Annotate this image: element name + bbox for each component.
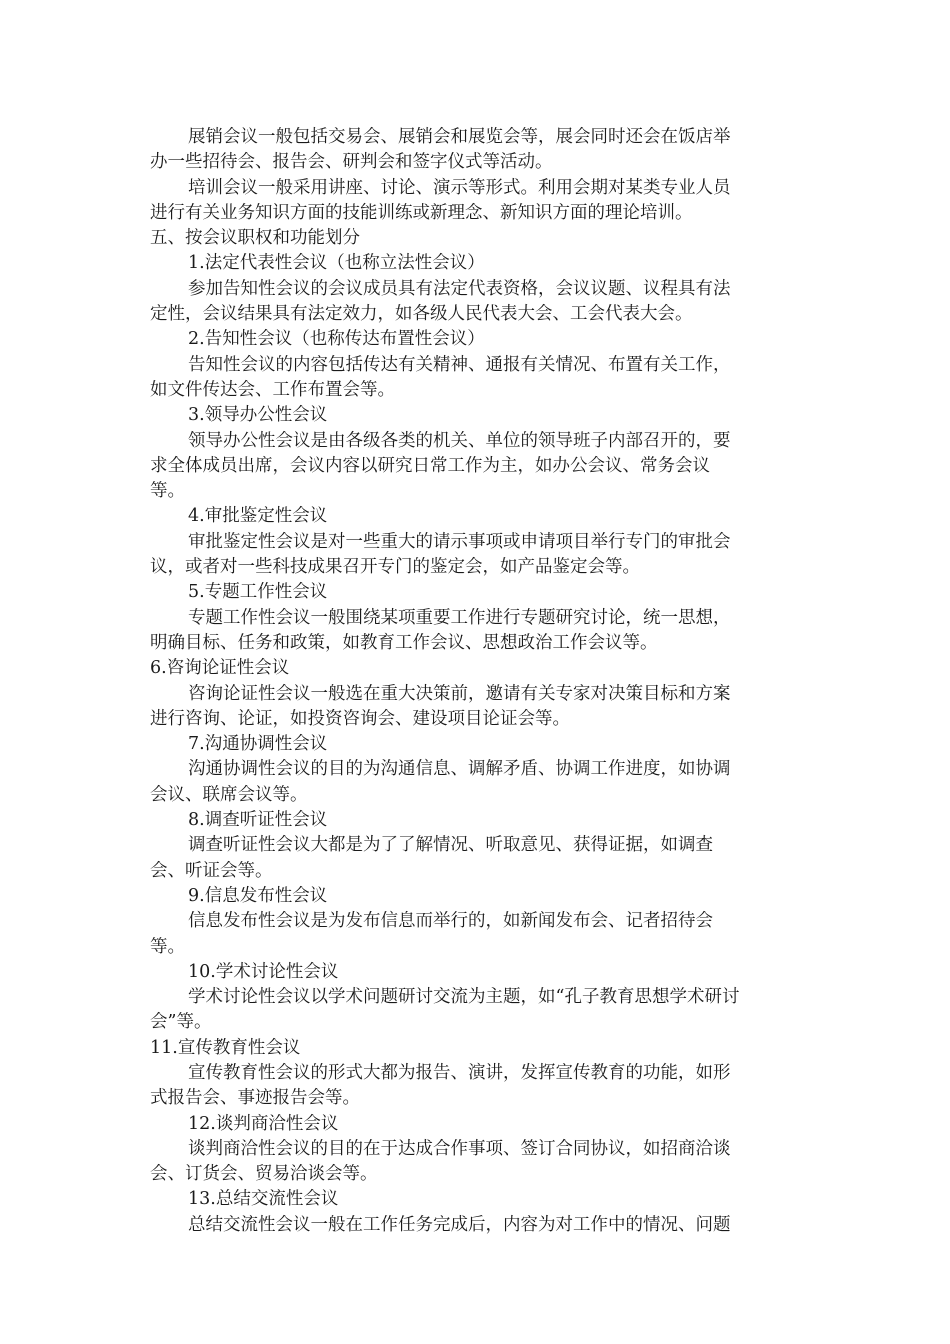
text-line: 总结交流性会议一般在工作任务完成后，内容为对工作中的情况、问题: [188, 1214, 731, 1235]
text-line: 如文件传达会、工作布置会等。: [150, 379, 395, 400]
text-line: 告知性会议的内容包括传达有关精神、通报有关情况、布置有关工作，: [188, 354, 731, 375]
paragraph: [150, 176, 810, 227]
section-heading: [150, 580, 810, 605]
paragraph: [150, 909, 810, 960]
text-line: 6.咨询论证性会议: [150, 658, 290, 679]
paragraph: [150, 985, 810, 1036]
paragraph: [150, 682, 810, 733]
text-line: 调查听证性会议大都是为了了解情况、听取意见、获得证据，如调查: [188, 835, 713, 856]
section-heading: [150, 960, 810, 985]
section-heading: [150, 327, 810, 352]
text-line: 参加告知性会议的会议成员具有法定代表资格，会议议题、议程具有法: [188, 278, 731, 299]
text-line: 定性，会议结果具有法定效力，如各级人民代表大会、工会代表大会。: [150, 304, 693, 325]
paragraph: [150, 429, 810, 505]
paragraph: [150, 833, 810, 884]
text-line: 会、订货会、贸易洽谈会等。: [150, 1164, 378, 1185]
text-line: 1.法定代表性会议（也称立法性会议）: [188, 253, 485, 274]
text-line: 议，或者对一些科技成果召开专门的鉴定会，如产品鉴定会等。: [150, 557, 640, 578]
paragraph: [150, 757, 810, 808]
text-line: 明确目标、任务和政策，如教育工作会议、思想政治工作会议等。: [150, 632, 658, 653]
text-line: 进行有关业务知识方面的技能训练或新理念、新知识方面的理论培训。: [150, 202, 693, 223]
section-heading: [150, 1187, 810, 1212]
text-line: 8.调查听证性会议: [188, 810, 328, 831]
text-line: 求全体成员出席，会议内容以研究日常工作为主，如办公会议、常务会议: [150, 455, 710, 476]
text-line: 10.学术讨论性会议: [188, 961, 339, 982]
text-line: 进行咨询、论证，如投资咨询会、建设项目论证会等。: [150, 708, 570, 729]
text-line: 五、按会议职权和功能划分: [150, 228, 360, 249]
text-line: 宣传教育性会议的形式大都为报告、演讲，发挥宣传教育的功能，如形: [188, 1062, 731, 1083]
text-line: 会、听证会等。: [150, 860, 273, 881]
text-line: 领导办公性会议是由各级各类的机关、单位的领导班子内部召开的，要: [188, 430, 731, 451]
text-line: 9.信息发布性会议: [188, 885, 328, 906]
paragraph: [150, 606, 810, 657]
text-line: 5.专题工作性会议: [188, 582, 328, 603]
text-line: 展销会议一般包括交易会、展销会和展览会等，展会同时还会在饭店举: [188, 127, 731, 147]
section-heading: [150, 1112, 810, 1137]
text-line: 等。: [150, 936, 185, 957]
section-heading: [150, 226, 810, 251]
paragraph: [150, 277, 810, 328]
text-line: 咨询论证性会议一般选在重大决策前，邀请有关专家对决策目标和方案: [188, 683, 731, 704]
section-heading: [150, 732, 810, 757]
paragraph: [150, 353, 810, 404]
text-line: 谈判商洽性会议的目的在于达成合作事项、签订合同协议，如招商洽谈: [188, 1138, 731, 1159]
paragraph: [150, 125, 810, 176]
document-body: [150, 125, 810, 1238]
text-line: 等。: [150, 481, 185, 502]
text-line: 7.沟通协调性会议: [188, 734, 328, 755]
section-heading: [150, 656, 810, 681]
section-heading: [150, 884, 810, 909]
text-line: 会”等。: [150, 1012, 212, 1033]
text-line: 11.宣传教育性会议: [150, 1037, 301, 1058]
section-heading: [150, 1036, 810, 1061]
section-heading: [150, 504, 810, 529]
text-line: 学术讨论性会议以学术问题研讨交流为主题，如“孔子教育思想学术研讨: [188, 987, 740, 1008]
text-line: 4.审批鉴定性会议: [188, 506, 328, 527]
text-line: 审批鉴定性会议是对一些重大的请示事项或申请项目举行专门的审批会: [188, 531, 731, 552]
section-heading: [150, 403, 810, 428]
text-line: 13.总结交流性会议: [188, 1189, 339, 1210]
paragraph: [150, 1137, 810, 1188]
text-line: 信息发布性会议是为发布信息而举行的，如新闻发布会、记者招待会: [188, 911, 713, 932]
text-line: 2.告知性会议（也称传达布置性会议）: [188, 329, 485, 350]
text-line: 办一些招待会、报告会、研判会和签字仪式等活动。: [150, 152, 553, 173]
text-line: 培训会议一般采用讲座、讨论、演示等形式。利用会期对某类专业人员: [188, 177, 731, 198]
text-line: 3.领导办公性会议: [188, 405, 328, 426]
text-line: 专题工作性会议一般围绕某项重要工作进行专题研究讨论，统一思想，: [188, 607, 731, 628]
section-heading: [150, 808, 810, 833]
paragraph: [150, 530, 810, 581]
text-line: 式报告会、事迹报告会等。: [150, 1088, 360, 1109]
paragraph: [150, 1061, 810, 1112]
text-line: 会议、联席会议等。: [150, 784, 308, 805]
section-heading: [150, 251, 810, 276]
text-line: 沟通协调性会议的目的为沟通信息、调解矛盾、协调工作进度，如协调: [188, 759, 731, 780]
paragraph: [150, 1213, 810, 1238]
text-line: 12.谈判商洽性会议: [188, 1113, 339, 1134]
